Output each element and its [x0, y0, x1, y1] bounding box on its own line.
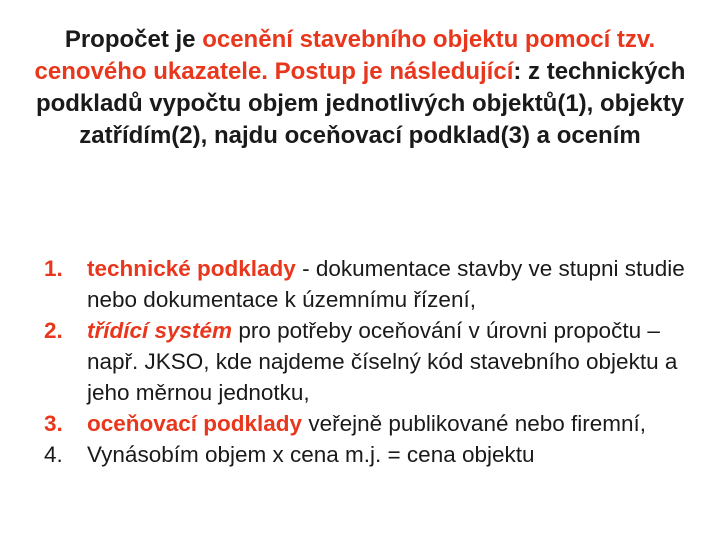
- step-number: 4.: [44, 442, 63, 467]
- list-item: [44, 315, 694, 408]
- step-number: 3.: [44, 411, 63, 436]
- step-term: technické podklady: [87, 256, 296, 281]
- intro-part-1: Propočet je: [64, 26, 203, 53]
- step-number: 1.: [44, 256, 63, 281]
- intro-part-3: : z technických podkladů vypočtu objem jednotlivých objektů(1), objekty zatřídím(2), najdu oceňovací podklad(3) a ocením: [35, 58, 686, 149]
- steps-list: [44, 253, 694, 470]
- list-item: [44, 439, 694, 470]
- intro-part-2-highlight: ocenění stavebního objektu pomocí tzv. cenového ukazatele. Postup je následující: [34, 26, 656, 85]
- step-text: pro potřeby oceňování v úrovni propočtu – např. JKSO, kde najdeme číselný kód stavebního objektu a jeho měrnou jednotku,: [87, 318, 678, 405]
- intro-paragraph: [28, 24, 692, 152]
- list-item: [44, 408, 694, 439]
- step-number: 2.: [44, 318, 63, 343]
- list-item: [44, 253, 694, 315]
- step-text: veřejně publikované nebo firemní,: [302, 411, 647, 436]
- step-text: - dokumentace stavby ve stupni studie nebo dokumentace k územnímu řízení,: [87, 256, 685, 312]
- step-term: třídící systém: [87, 318, 233, 343]
- step-term: oceňovací podklady: [87, 411, 303, 436]
- step-text: Vynásobím objem x cena m.j. = cena objektu: [87, 442, 535, 467]
